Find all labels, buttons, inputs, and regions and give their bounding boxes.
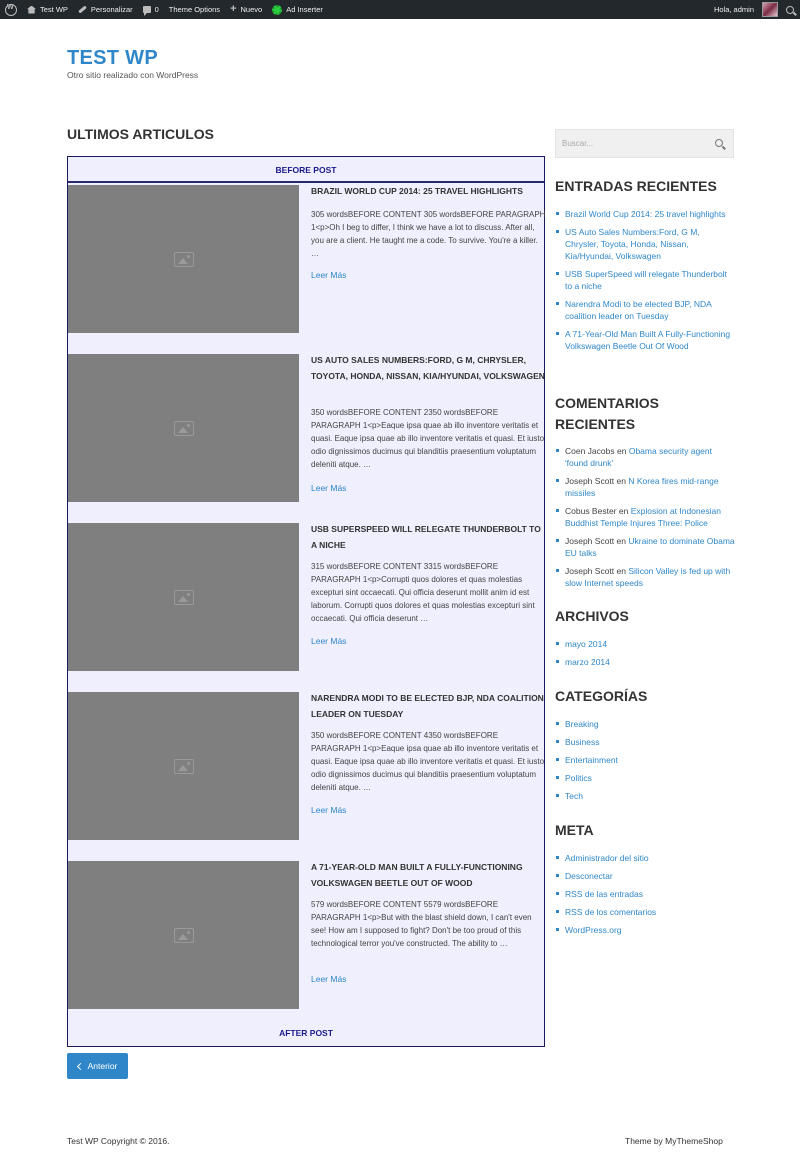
brush-icon (78, 5, 87, 13)
list-item (555, 565, 735, 589)
gear-icon (272, 5, 282, 15)
recent-post-link[interactable]: USB SuperSpeed will relegate Thunderbolt to a niche (565, 269, 727, 291)
rss-comments-link[interactable]: RSS de los comentarios (565, 907, 657, 917)
comment-connector: en (618, 506, 629, 516)
meta-list (555, 852, 735, 942)
greeting-label: Hola, admin (713, 5, 754, 14)
site-description: Otro sitio realizado con WordPress (67, 70, 199, 80)
list-item (555, 535, 735, 559)
post-title[interactable]: A 71-YEAR-OLD MAN BUILT A FULLY-FUNCTIONING VOLKSWAGEN BEETLE OUT OF WOOD (311, 862, 523, 888)
list-item (555, 226, 735, 262)
list-item (555, 718, 735, 730)
post-excerpt: 350 wordsBEFORE CONTENT 4350 wordsBEFORE PARAGRAPH 1<p>Eaque ipsa quae ab illo inventore veritatis et quasi. Eaque ipsa quae ab illo inventore veritatis et quasi. Et iusto odio dignissimos ducimus qui blanditiis praesentium voluptatum deleniti atque. … (311, 731, 545, 792)
comment-post-link[interactable]: Explosion at Indonesian Buddhist Temple Injures Three: Police (565, 506, 721, 528)
list-item (555, 475, 735, 499)
theme-options-link[interactable] (164, 0, 225, 19)
categories-list (555, 718, 735, 808)
recent-comments-title-line2: RECIENTES (555, 416, 636, 432)
rss-entries-link[interactable]: RSS de las entradas (565, 889, 643, 899)
comment-connector: en (616, 536, 626, 546)
post-title[interactable]: US AUTO SALES NUMBERS:FORD, G M, CHRYSLER, TOYOTA, HONDA, NISSAN, KIA/HYUNDAI, VOLKSWAGEN (311, 355, 545, 381)
comment-author: Coen Jacobs (565, 446, 615, 456)
before-post-ad: BEFORE POST (275, 165, 337, 175)
previous-page-button[interactable] (67, 1053, 128, 1079)
comment-connector: en (616, 476, 626, 486)
categories-title: CATEGORÍAS (555, 688, 648, 704)
post-thumbnail[interactable] (68, 354, 299, 502)
site-name-label: Test WP (40, 5, 68, 14)
comment-post-link[interactable]: Obama security agent 'found drunk' (565, 446, 712, 468)
comment-author: Joseph Scott (565, 566, 615, 576)
category-link[interactable]: Business (565, 737, 600, 747)
archives-list (555, 638, 735, 674)
recent-post-link[interactable]: US Auto Sales Numbers:Ford, G M, Chrysler, Toyota, Honda, Nissan, Kia/Hyundai, Volkswagen (565, 227, 700, 261)
list-item (555, 445, 735, 469)
category-link[interactable]: Politics (565, 773, 592, 783)
list-item (555, 772, 735, 784)
post-title[interactable]: NARENDRA MODI TO BE ELECTED BJP, NDA COALITION LEADER ON TUESDAY (311, 693, 544, 719)
posts-container (67, 156, 545, 1047)
list-item (555, 852, 735, 864)
category-link[interactable]: Tech (565, 791, 583, 801)
read-more-link[interactable]: Leer Más (311, 805, 347, 815)
image-placeholder-icon (174, 252, 194, 267)
site-title[interactable]: TEST WP (67, 47, 158, 69)
list-item (555, 790, 735, 802)
archives-title: ARCHIVOS (555, 608, 629, 624)
post-thumbnail[interactable] (68, 692, 299, 840)
post-title[interactable]: USB SUPERSPEED WILL RELEGATE THUNDERBOLT TO A NICHE (311, 524, 541, 550)
adminbar-search-icon[interactable] (786, 6, 794, 14)
comment-author: Cobus Bester (565, 506, 617, 516)
post-excerpt: 305 wordsBEFORE CONTENT 305 wordsBEFORE PARAGRAPH 1<p>Oh I beg to differ, I think we have a lot to discuss. After all, you are a client. He taught me a code. To survive. You're a killer. … (311, 210, 546, 258)
list-item (555, 924, 735, 936)
list-item (555, 505, 735, 529)
ad-inserter-link[interactable] (267, 0, 328, 19)
post-excerpt: 315 wordsBEFORE CONTENT 3315 wordsBEFORE PARAGRAPH 1<p>Corrupti quos dolores et quas molestias excepturi sint occaecati. Qui officia deserunt mollit anim id est laborum. Corrupti quos dolores et quas molestias excepturi sint occaecati. Qui officia deserunt … (311, 562, 535, 623)
avatar (762, 2, 778, 17)
theme-options-label: Theme Options (168, 5, 221, 14)
list-item (555, 888, 735, 900)
image-placeholder-icon (174, 928, 194, 943)
recent-post-link[interactable]: A 71-Year-Old Man Built A Fully-Functioning Volkswagen Beetle Out Of Wood (565, 329, 731, 351)
account-menu[interactable] (709, 0, 778, 19)
archive-link[interactable]: mayo 2014 (565, 639, 608, 649)
post-item (68, 354, 545, 504)
comment-connector: en (616, 566, 626, 576)
list-item (555, 754, 735, 766)
list-item (555, 638, 735, 650)
image-placeholder-icon (174, 421, 194, 436)
recent-post-link[interactable]: Brazil World Cup 2014: 25 travel highlights (565, 209, 726, 219)
post-item (68, 185, 545, 335)
list-item (555, 268, 735, 292)
comment-post-link[interactable]: Ukraine to dominate Obama EU talks (565, 536, 735, 558)
search-icon[interactable] (715, 139, 723, 147)
wordpress-logo-icon (5, 4, 17, 16)
home-icon (27, 6, 36, 14)
read-more-link[interactable]: Leer Más (311, 974, 347, 984)
archive-link[interactable]: marzo 2014 (565, 657, 610, 667)
recent-comments-title (555, 393, 735, 435)
comment-icon (143, 6, 151, 13)
list-item (555, 208, 735, 220)
admin-bar (0, 0, 800, 19)
comments-count: 0 (154, 5, 159, 14)
category-link[interactable]: Breaking (565, 719, 599, 729)
recent-posts-list (555, 208, 735, 358)
footer-credit: Theme by MyThemeShop (625, 1136, 723, 1146)
previous-page-label: Anterior (87, 1061, 118, 1071)
list-item (555, 736, 735, 748)
recent-posts-title: ENTRADAS RECIENTES (555, 178, 717, 194)
site-admin-link[interactable]: Administrador del sitio (565, 853, 649, 863)
wordpress-org-link[interactable]: WordPress.org (565, 925, 622, 935)
post-excerpt: 579 wordsBEFORE CONTENT 5579 wordsBEFORE PARAGRAPH 1<p>But with the blast shield down, I can't even see! How am I supposed to fight? Don't be too proud of this technological terror you've constructed. The ability to … (311, 900, 532, 948)
chevron-left-icon (77, 1062, 84, 1069)
plus-icon: + (230, 3, 237, 15)
post-excerpt: 350 wordsBEFORE CONTENT 2350 wordsBEFORE PARAGRAPH 1<p>Eaque ipsa quae ab illo inventore veritatis et quasi. Eaque ipsa quae ab illo inventore veritatis et quasi. Et iusto odio dignissimos ducimus qui blanditiis praesentium voluptatum deleniti atque. … (311, 408, 545, 469)
customize-label: Personalizar (90, 5, 133, 14)
wordpress-menu[interactable] (0, 0, 22, 19)
recent-post-link[interactable]: Narendra Modi to be elected BJP, NDA coalition leader on Tuesday (565, 299, 712, 321)
list-item (555, 298, 735, 322)
comment-post-link[interactable]: Silicon Valley is fed up with slow Internet speeds (565, 566, 731, 588)
new-label: Nuevo (240, 5, 263, 14)
site-name-link[interactable] (22, 0, 73, 19)
post-item (68, 861, 545, 1011)
page-title: ULTIMOS ARTICULOS (67, 126, 214, 142)
comment-post-link[interactable]: N Korea fires mid-range missiles (565, 476, 719, 498)
list-item (555, 870, 735, 882)
image-placeholder-icon (174, 590, 194, 605)
meta-title: META (555, 822, 594, 838)
ad-inserter-label: Ad Inserter (286, 5, 323, 14)
list-item (555, 328, 735, 352)
post-thumbnail[interactable] (68, 185, 299, 333)
comment-connector: en (617, 446, 627, 456)
customize-link[interactable] (73, 0, 138, 19)
post-item (68, 692, 545, 842)
category-link[interactable]: Entertainment (565, 755, 618, 765)
logout-link[interactable]: Desconectar (565, 871, 613, 881)
new-content-link[interactable] (225, 0, 267, 19)
post-title[interactable]: BRAZIL WORLD CUP 2014: 25 TRAVEL HIGHLIGHTS (311, 186, 523, 196)
read-more-link[interactable]: Leer Más (311, 636, 347, 646)
search-input[interactable] (556, 130, 706, 157)
recent-comments-title-line1: COMENTARIOS (555, 395, 659, 411)
comments-link[interactable] (138, 0, 164, 19)
list-item (555, 906, 735, 918)
after-post-ad: AFTER POST (279, 1028, 333, 1038)
read-more-link[interactable]: Leer Más (311, 270, 347, 280)
comment-author: Joseph Scott (565, 476, 615, 486)
comment-author: Joseph Scott (565, 536, 615, 546)
read-more-link[interactable]: Leer Más (311, 483, 347, 493)
image-placeholder-icon (174, 759, 194, 774)
footer-copyright: Test WP Copyright © 2016. (67, 1136, 170, 1146)
post-thumbnail[interactable] (68, 523, 299, 671)
post-item (68, 523, 545, 673)
divider (68, 181, 544, 183)
recent-comments-list (555, 445, 735, 595)
post-thumbnail[interactable] (68, 861, 299, 1009)
list-item (555, 656, 735, 668)
search-form (555, 129, 734, 158)
